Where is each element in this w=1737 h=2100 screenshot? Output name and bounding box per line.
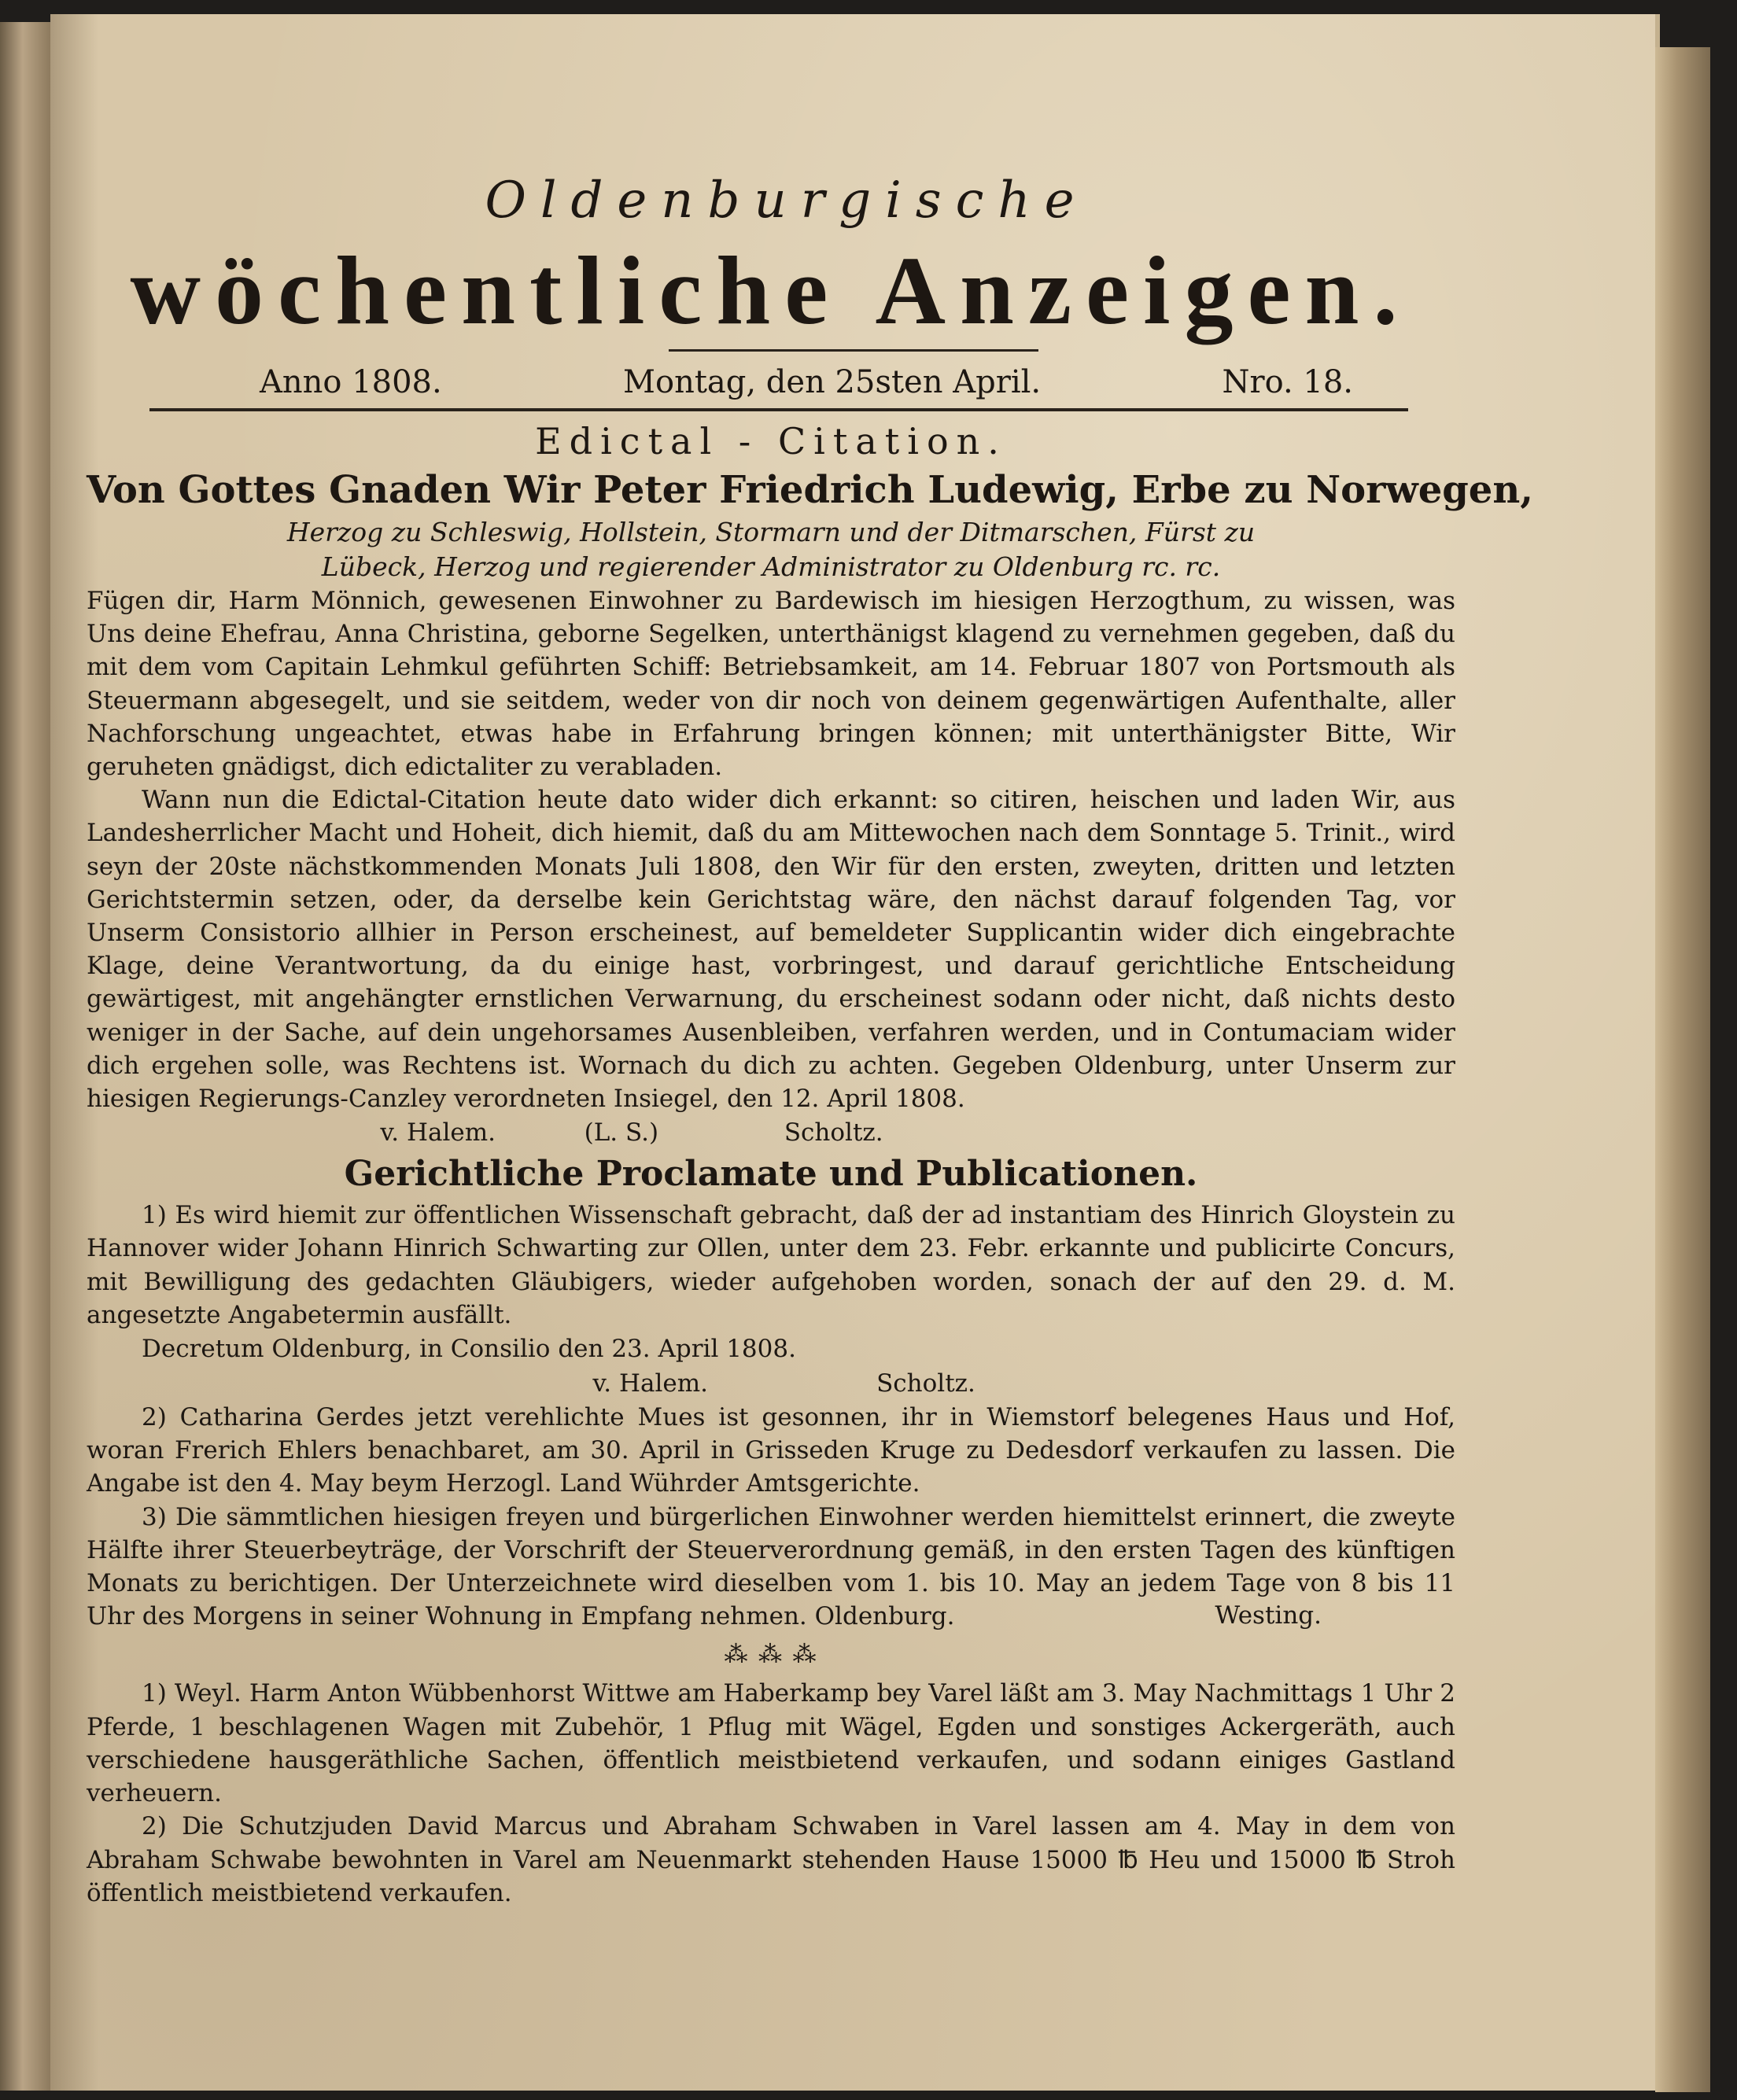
masthead-title-line1: Oldenburgische	[485, 171, 1089, 230]
facing-page-edge	[0, 22, 50, 2091]
page-content	[87, 165, 1533, 1910]
decree-signatures	[87, 1366, 1455, 1401]
edictal-section	[87, 418, 1533, 584]
signature-halem: v. Halem.	[380, 1118, 496, 1148]
signature-scholtz: Scholtz.	[784, 1118, 883, 1148]
sale-item-2: 2) Die Schutzjuden David Marcus und Abraham Schwaben in Varel lassen am 4. May in dem von Abraham Schwabe bewohnten in Varel am Neuenmarkt stehenden Hause 15000 ℔ Heu und 15000 ℔ Stroh öffentlich meistbietend verkaufen.	[87, 1812, 1455, 1907]
edictal-ruler: Von Gottes Gnaden Wir Peter Friedrich Ludewig, Erbe zu Norwegen,	[87, 468, 1533, 512]
edictal-paragraph-1: Fügen dir, Harm Mönnich, gewesenen Einwohner zu Bardewisch im hiesigen Herzogthum, zu wissen, was Uns deine Ehefrau, Anna Christina, geborne Segelken, unterthänigst klagend zu vernehmen gegeben, daß du mit dem vom Capitain Lehmkul geführten Schiff: Betriebsamkeit, am 14. Februar 1807 von Portsmouth als Steuermann abgesegelt, und sie seitdem, weder von dir noch von deinem gegenwärtigen Aufenthalte, aller Nachforschung ungeachtet, etwas habe in Erfahrung bringen können; mit unterthänigster Bitte, Wir geruheten gnädigst, dich edictaliter zu verabladen.	[87, 587, 1455, 782]
edictal-signatures	[87, 1115, 1455, 1150]
issue-year: Anno 1808.	[260, 364, 442, 400]
proclamations-section	[87, 1150, 1455, 1199]
section-separator: ⁂ ⁂ ⁂	[724, 1641, 818, 1669]
proclamation-item-1: 1) Es wird hiemit zur öffentlichen Wissenschaft gebracht, daß der ad instantiam des Hinrich Gloystein zu Hannover wider Johann Hinrich Schwarting zur Ollen, unter dem 23. Febr. erkannte und publicirte Concurs, mit Bewilligung des gedachten Gläubigers, wieder aufgehoben worden, sonach der auf den 29. d. M. angesetzte Angabetermin ausfällt.	[87, 1201, 1455, 1329]
proclamation-item-3-signature: Westing.	[1215, 1601, 1322, 1630]
edictal-titles-1: Herzog zu Schleswig, Hollstein, Stormarn und der Ditmarschen, Fürst zu	[286, 517, 1256, 547]
dateline-rule	[149, 408, 1408, 411]
edictal-paragraph-2: Wann nun die Edictal-Citation heute dato wider dich erkannt: so citiren, heischen und laden Wir, aus Landesherrlicher Macht und Hoheit, dich hiemit, daß du am Mittewochen nach dem Sonntage 5. Trinit., wird seyn der 20ste nächstkommenden Monats Juli 1808, den Wir für den ersten, zweyten, dritten und letzten Gerichtstermin setzen, oder, da derselbe kein Gerichtstag wäre, den nächst darauf folgenden Tag, vor Unserm Consistorio allhier in Person erscheinest, auf bemeldeter Supplicantin wider dich eingebrachte Klage, deine Verantwortung, da du einige hast, vorbringest, und darauf gerichtliche Entscheidung gewärtigest, mit angehängter ernstlichen Verwarnung, du erscheinest sodann oder nicht, daß nichts desto weniger in der Sache, auf dein ungehorsames Ausenbleiben, verfahren werden, und in Contumaciam wider dich ergehen solle, was Rechtens ist. Wornach du dich zu achten. Gegeben Oldenburg, unter Unserm zur hiesigen Regierungs-Canzley verordneten Insiegel, den 12. April 1808.	[87, 786, 1455, 1114]
masthead-rule	[669, 349, 1038, 352]
edictal-heading: Edictal - Citation.	[535, 420, 1007, 462]
masthead	[87, 165, 1455, 346]
proclamations-heading: Gerichtliche Proclamate und Publicationen.	[344, 1154, 1198, 1195]
proclamation-item-3: 3) Die sämmtlichen hiesigen freyen und bürgerlichen Einwohner werden hiemittelst erinnert, die zweyte Hälfte ihrer Steuerbeyträge, der Vorschrift der Steuerverordnung gemäß, in den ersten Tagen des künftigen Monats zu berichtigen. Der Unterzeichnete wird dieselben vom 1. bis 10. May an jedem Tage von 8 bis 11 Uhr des Morgens in seiner Wohnung in Empfang nehmen. Oldenburg.	[87, 1502, 1455, 1631]
sale-item-1: 1) Weyl. Harm Anton Wübbenhorst Wittwe am Haberkamp bey Varel läßt am 3. May Nachmittags 1 Uhr 2 Pferde, 1 beschlagenen Wagen mit Zubehör, 1 Pflug mit Wägel, Egden und sonstiges Ackergeräth, auch verschiedene hausgeräthliche Sachen, öffentlich meistbietend verkaufen, und sodann einiges Gastland verheuern.	[87, 1679, 1455, 1808]
decree-signature-halem: v. Halem.	[592, 1369, 708, 1398]
decree-line: Decretum Oldenburg, in Consilio den 23. April 1808.	[142, 1335, 796, 1364]
issue-number: Nro. 18.	[1222, 364, 1353, 400]
page-stack-edge	[1655, 47, 1710, 2092]
seal-mark: (L. S.)	[584, 1118, 659, 1148]
edictal-titles-2: Lübeck, Herzog und regierender Administrator zu Oldenburg rc. rc.	[321, 551, 1221, 582]
dateline	[87, 359, 1455, 405]
proclamation-item-2: 2) Catharina Gerdes jetzt verehlichte Mues ist gesonnen, ihr in Wiemstorf belegenes Haus und Hof, woran Frerich Ehlers benachbaret, am 30. April in Grisseden Kruge zu Dedesdorf verkaufen zu lassen. Die Angabe ist den 4. May beym Herzogl. Land Wührder Amtsgerichte.	[87, 1403, 1455, 1498]
decree-signature-scholtz: Scholtz.	[876, 1369, 975, 1398]
masthead-title-line2: wöchentliche Anzeigen.	[130, 237, 1412, 344]
issue-date: Montag, den 25sten April.	[623, 364, 1042, 400]
